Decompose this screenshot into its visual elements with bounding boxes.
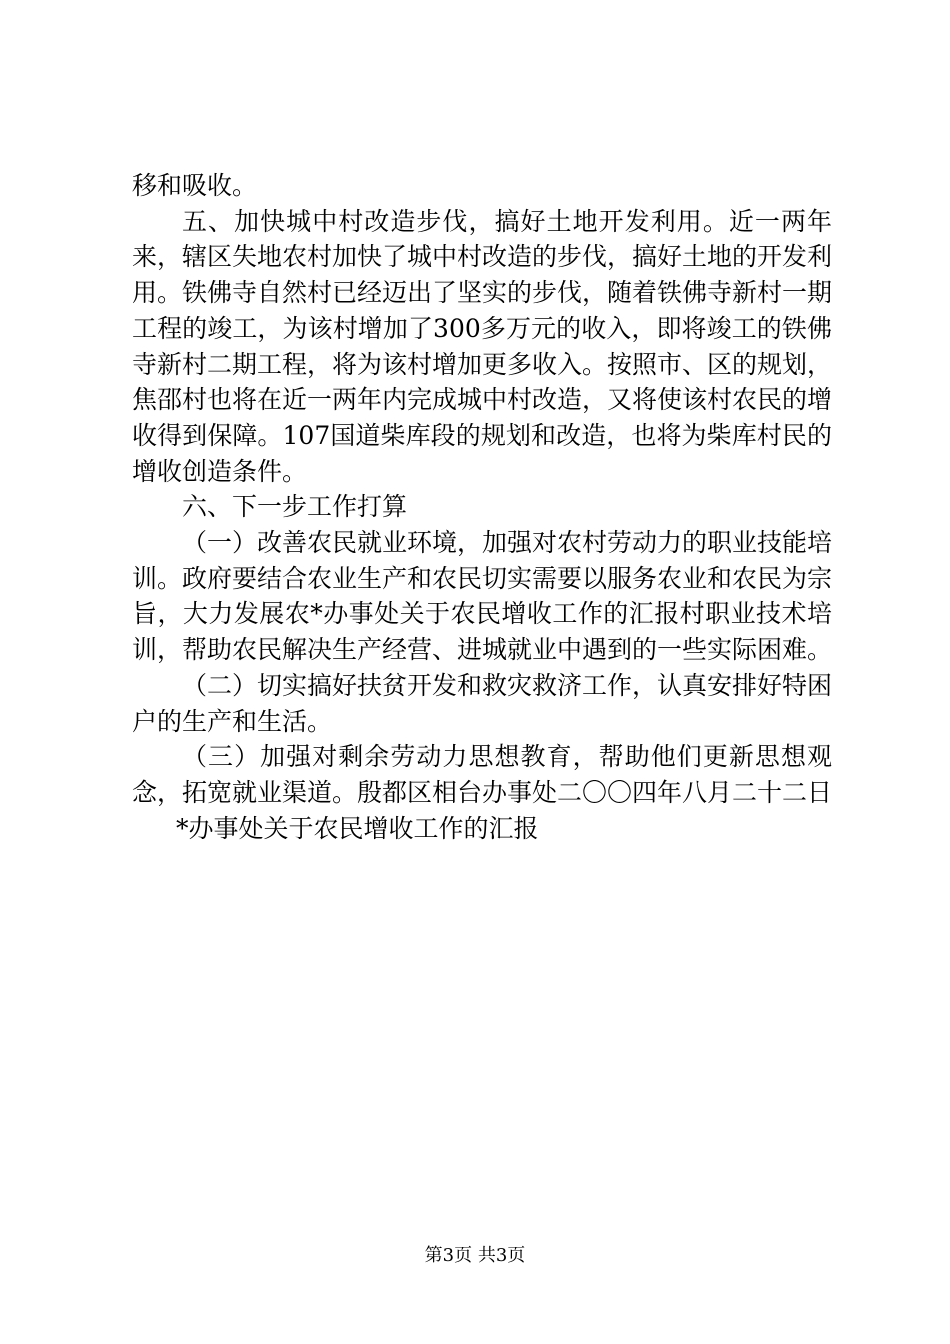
document-body [132, 168, 832, 846]
paragraph-section-six-heading: 六、下一步工作打算 [182, 492, 408, 522]
paragraph-continuation: 移和吸收。 [132, 171, 258, 200]
paragraph-item-two: （二）切实搞好扶贫开发和救灾救济工作，认真安排好特困户的生产和生活。 [132, 670, 833, 736]
paragraph-section-five: 五、加快城中村改造步伐，搞好土地开发利用。近一两年来，辖区失地农村加快了城中村改造的步伐，搞好土地的开发利用。铁佛寺自然村已经迈出了坚实的步伐，随着铁佛寺新村一期工程的竣工，为该村增加了300多万元的收入，即将竣工的铁佛寺新村二期工程，将为该村增加更多收入。按照市、区的规划，焦邵村也将在近一两年内完成城中村改造，又将使该村农民的增收得到保障。107国道柴库段的规划和改造，也将为柴库村民的增收创造条件。 [132, 206, 833, 486]
page-number: 第3页 共3页 [424, 1245, 526, 1266]
paragraph-item-one: （一）改善农民就业环境，加强对农村劳动力的职业技能培训。政府要结合农业生产和农民切实需要以服务农业和农民为宗旨，大力发展农*办事处关于农民增收工作的汇报村职业技术培训，帮助农民解决生产经营、进城就业中遇到的一些实际困难。 [132, 528, 833, 665]
paragraph-item-three: （三）加强对剩余劳动力思想教育，帮助他们更新思想观念，拓宽就业渠道。殷都区相台办事处二〇〇四年八月二十二日 [132, 742, 833, 807]
trailing-document-title: *办事处关于农民增收工作的汇报 [176, 813, 539, 843]
